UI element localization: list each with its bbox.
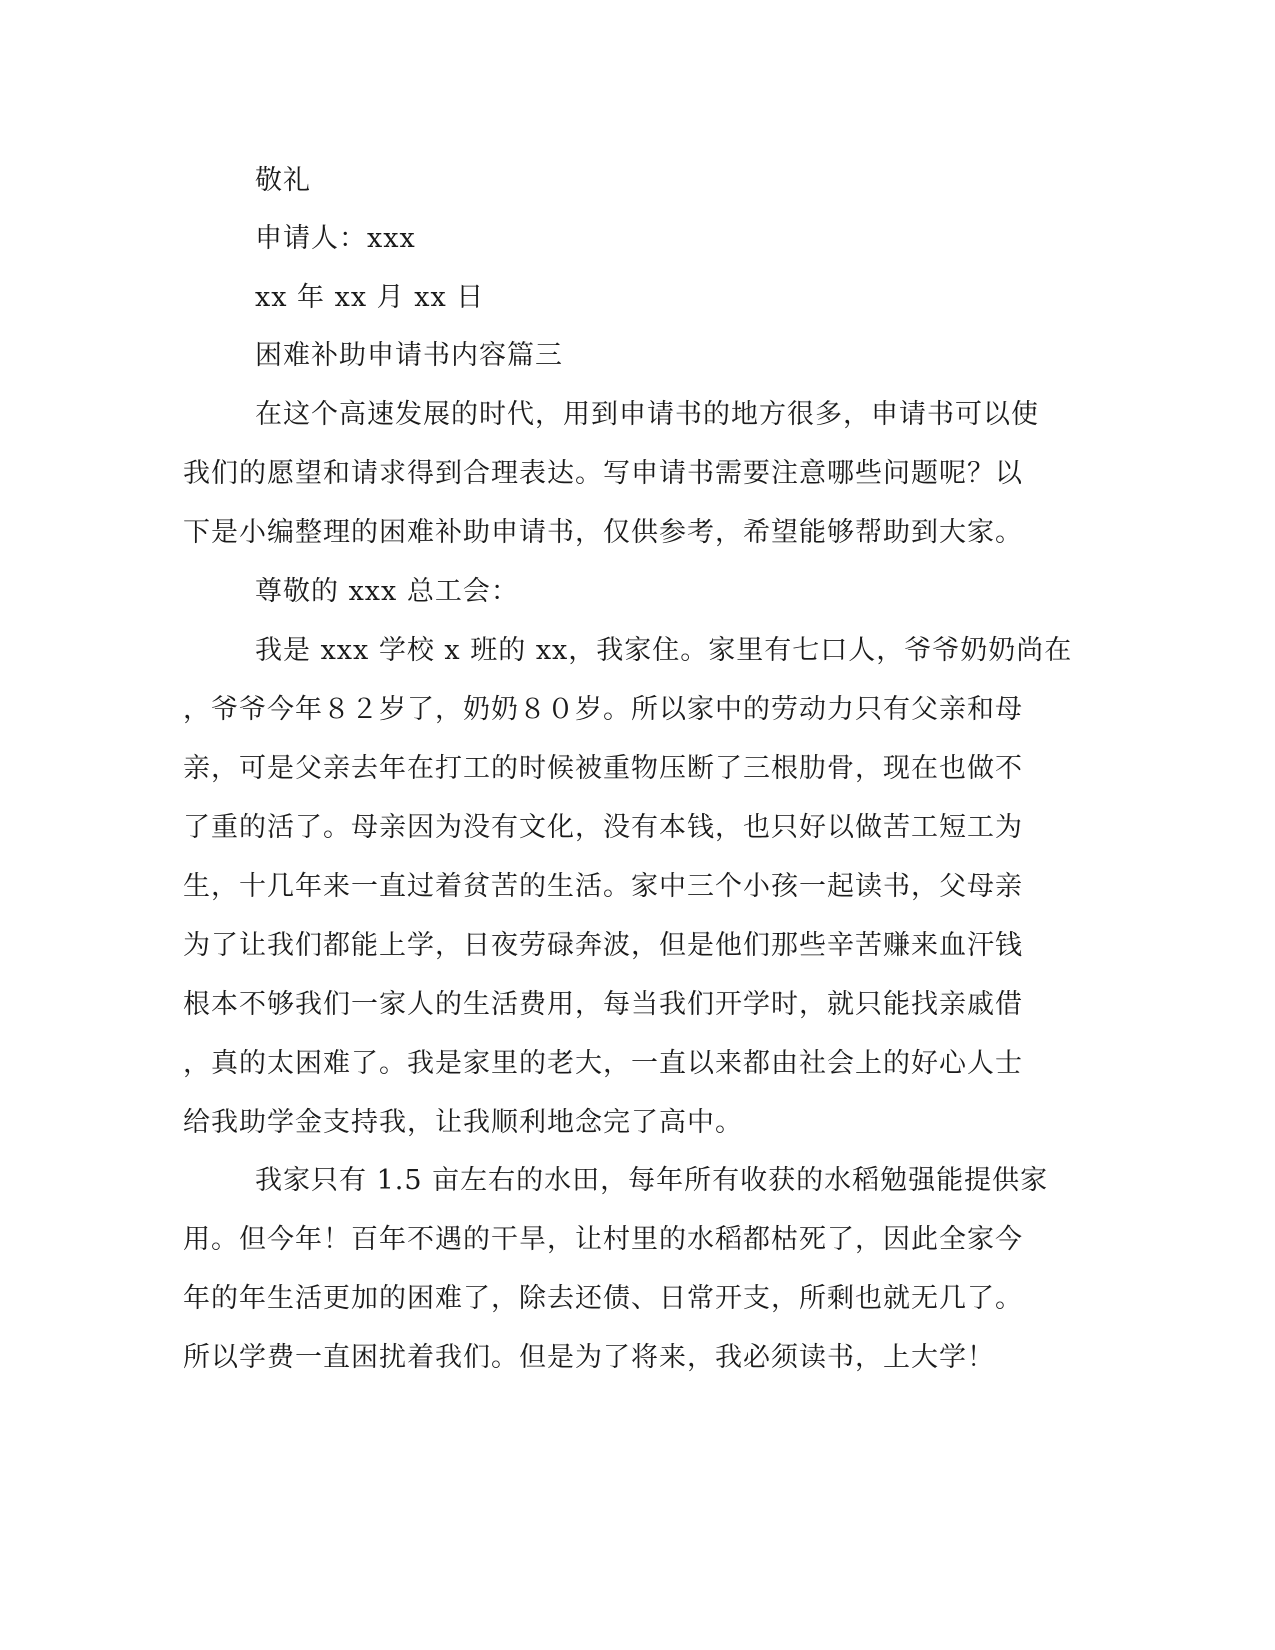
intro-line: 在这个高速发展的时代，用到申请书的地方很多，申请书可以使 [255,399,1039,430]
body-paragraph-1-line: 我是 xxx 学校 x 班的 xx，我家住。家里有七口人，爷爷奶奶尚在 [255,635,1073,666]
body-paragraph-2-line: 年的年生活更加的困难了，除去还债、日常开支，所剩也就无几了。 [183,1283,1023,1314]
salutation-line: 尊敬的 xxx 总工会： [255,576,519,607]
body-paragraph-1-line: 了重的活了。母亲因为没有文化，没有本钱，也只好以做苦工短工为 [183,812,1023,843]
body-paragraph-2-line: 用。但今年！百年不遇的干旱，让村里的水稻都枯死了，因此全家今 [183,1224,1023,1255]
body-paragraph-1-line: 为了让我们都能上学，日夜劳碌奔波，但是他们那些辛苦赚来血汗钱 [183,930,1023,961]
intro-line: 下是小编整理的困难补助申请书，仅供参考，希望能够帮助到大家。 [183,517,1023,548]
body-paragraph-1-line: 给我助学金支持我，让我顺利地念完了高中。 [183,1107,743,1138]
body-paragraph-1-line: ，爷爷今年８２岁了，奶奶８０岁。所以家中的劳动力只有父亲和母 [183,694,1023,725]
body-paragraph-1-line: ，真的太困难了。我是家里的老大，一直以来都由社会上的好心人士 [183,1048,1023,1079]
date-line: xx 年 xx 月 xx 日 [255,282,485,313]
body-paragraph-2-line: 所以学费一直困扰着我们。但是为了将来，我必须读书，上大学！ [183,1342,995,1373]
intro-line: 我们的愿望和请求得到合理表达。写申请书需要注意哪些问题呢？以 [183,458,1023,489]
body-paragraph-1-line: 亲，可是父亲去年在打工的时候被重物压断了三根肋骨，现在也做不 [183,753,1023,784]
applicant-line: 申请人：xxx [255,223,416,254]
section-title: 困难补助申请书内容篇三 [255,340,563,371]
closing-line: 敬礼 [255,165,311,196]
body-paragraph-1-line: 生，十几年来一直过着贫苦的生活。家中三个小孩一起读书，父母亲 [183,871,1023,902]
body-paragraph-2-line: 我家只有 1.5 亩左右的水田，每年所有收获的水稻勉强能提供家 [255,1165,1049,1196]
body-paragraph-1-line: 根本不够我们一家人的生活费用，每当我们开学时，就只能找亲戚借 [183,989,1023,1020]
